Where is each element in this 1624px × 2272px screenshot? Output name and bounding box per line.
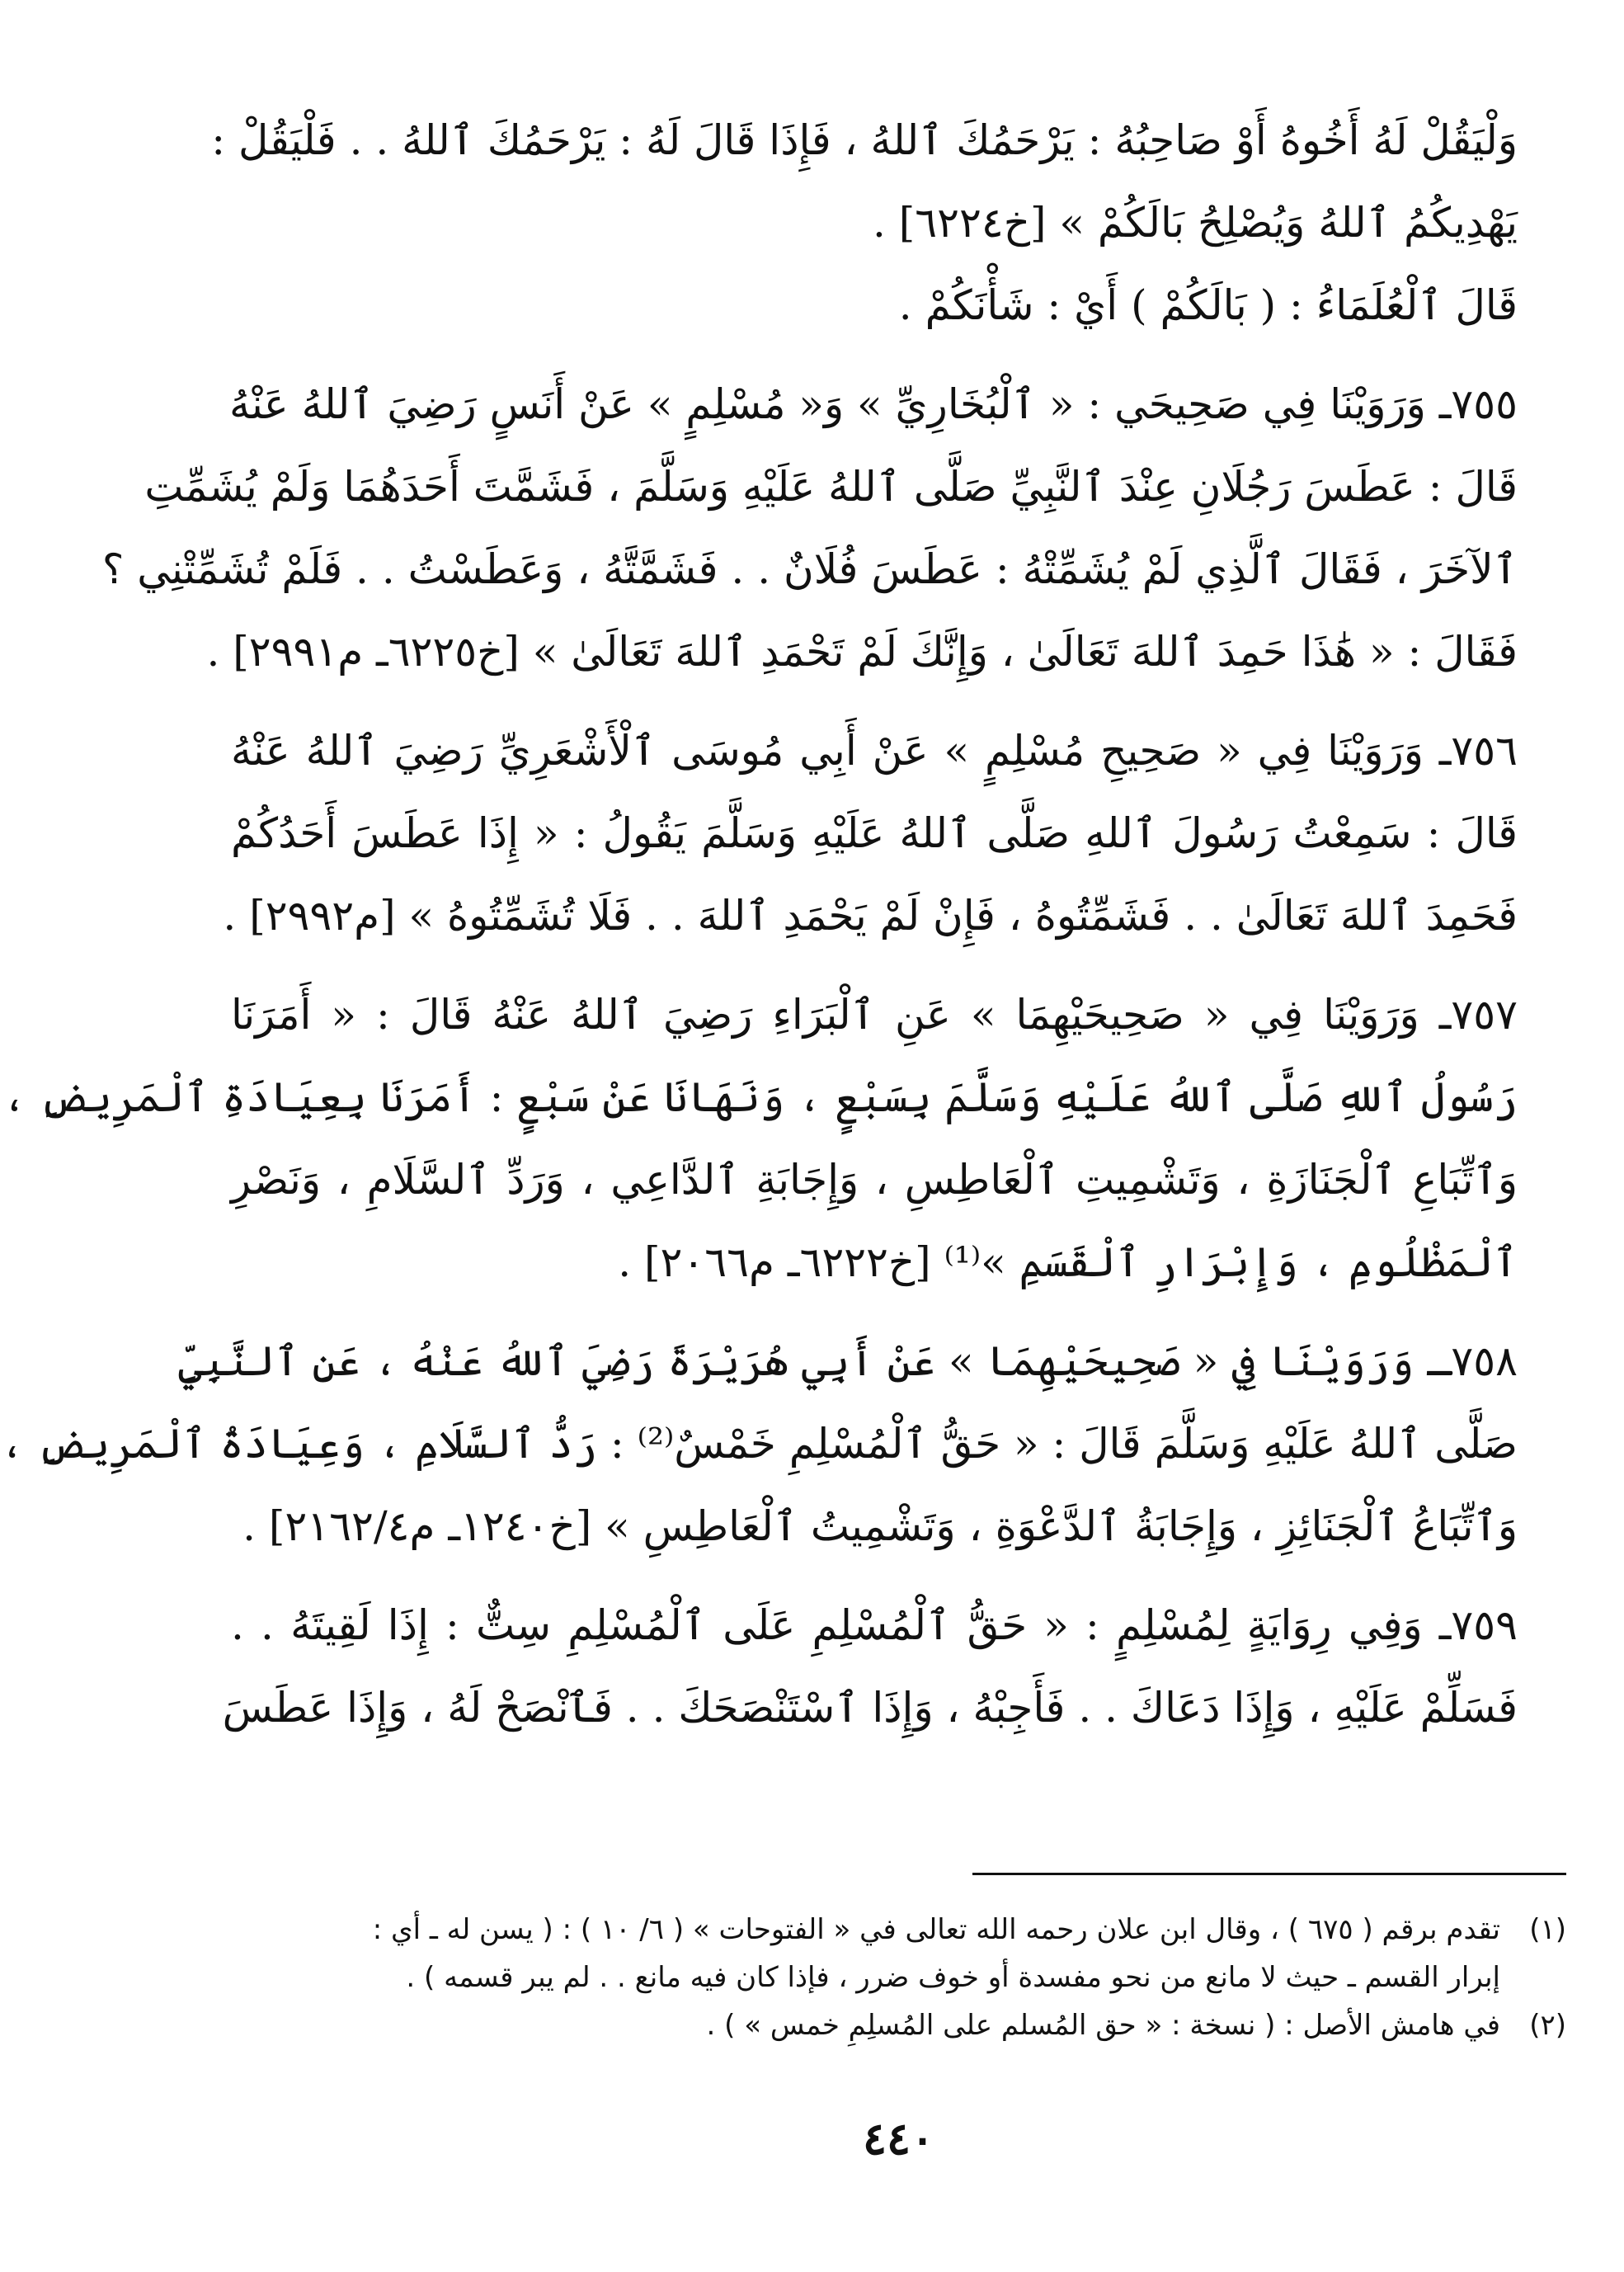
text-line: قَالَ : سَمِعْتُ رَسُولَ ٱللهِ صَلَّى ٱللهُ عَلَيْهِ وَسَلَّمَ يَقُولُ : « إِذَا عَطَسَ أَحَدُكُمْ bbox=[231, 809, 1518, 857]
main-text bbox=[0, 99, 1518, 1749]
text-line: وَٱتِّبَاعُ ٱلْجَنَائِزِ ، وَإِجَابَةُ ٱلدَّعْوَةِ ، وَتَشْمِيتُ ٱلْعَاطِسِ » [خ١٢٤٠ـ م٢١٦٢/٤] . bbox=[242, 1502, 1518, 1550]
text-line: صَلَّى ٱللهُ عَلَيْهِ وَسَلَّمَ قَالَ : « حَقُّ ٱلْمُسْلِمِ خَمْسٌ⁽²⁾ : رَدُّ ٱلسَّلَامِ ، وَعِيَادَةُ ٱلْمَرِيضِ ، bbox=[0, 1420, 1518, 1468]
hadith-758-line: ٧٥٨ـ وَرَوَيْنَا فِي « صَحِيحَيْهِمَا » عَنْ أَبِي هُرَيْرَةَ رَضِيَ ٱللهُ عَنْهُ ، عَنِ ٱلنَّبِيِّ bbox=[177, 1337, 1518, 1385]
text-line: قَالَ : عَطَسَ رَجُلَانِ عِنْدَ ٱلنَّبِيِّ صَلَّى ٱللهُ عَلَيْهِ وَسَلَّمَ ، فَشَمَّتَ أَحَدَهُمَا وَلَمْ يُشَمِّتِ bbox=[144, 463, 1518, 511]
hadith-757-line: ٧٥٧ـ وَرَوَيْنَا فِي « صَحِيحَيْهِمَا » عَنِ ٱلْبَرَاءِ رَضِيَ ٱللهُ عَنْهُ قَالَ : « أَمَرَنَا bbox=[231, 991, 1518, 1039]
text-line: ٱلْمَظْلُومِ ، وَإِبْرَارِ ٱلْقَسَمِ »⁽¹⁾ [خ٦٢٢٢ـ م٢٠٦٦] . bbox=[618, 1238, 1518, 1286]
footnote-marker: (١) bbox=[1529, 1913, 1566, 1946]
hadith-759-line: ٧٥٩ـ وَفِي رِوَايَةٍ لِمُسْلِمٍ : « حَقُّ ٱلْمُسْلِمِ عَلَى ٱلْمُسْلِمِ سِتٌّ : إِذَا لَقِيتَهُ . . bbox=[231, 1601, 1518, 1649]
hadith-755-line: ٧٥٥ـ وَرَوَيْنَا فِي صَحِيحَي : « ٱلْبُخَارِيِّ » وَ« مُسْلِمٍ » عَنْ أَنَسٍ رَضِيَ ٱللهُ عَنْهُ bbox=[229, 380, 1518, 428]
page-number: ٤٤٠ bbox=[862, 2112, 934, 2165]
footnote-text: إبرار القسم ـ حيث لا مانع من نحو مفسدة أو خوف ضرر ، فإذا كان فيه مانع . . لم يبر قسمه ) . bbox=[406, 1961, 1500, 1994]
text-line: فَحَمِدَ ٱللهَ تَعَالَىٰ . . فَشَمِّتُوهُ ، فَإِنْ لَمْ يَحْمَدِ ٱللهَ . . فَلَا تُشَمِّتُوهُ » [م٢٩٩٢] . bbox=[223, 892, 1518, 940]
footnote-1 bbox=[231, 1906, 1566, 2001]
text-line: وَٱتِّبَاعِ ٱلْجَنَازَةِ ، وَتَشْمِيتِ ٱلْعَاطِسِ ، وَإِجَابَةِ ٱلدَّاعِي ، وَرَدِّ ٱلسَّلَامِ ، وَنَصْرِ bbox=[231, 1156, 1518, 1204]
footnote-divider bbox=[972, 1873, 1566, 1875]
text-line: فَقَالَ : « هَٰذَا حَمِدَ ٱللهَ تَعَالَىٰ ، وَإِنَّكَ لَمْ تَحْمَدِ ٱللهَ تَعَالَىٰ » [خ٦٢٢٥ـ م٢٩٩١] . bbox=[206, 628, 1518, 676]
footnotes bbox=[231, 1906, 1566, 2049]
footnote-text: في هامش الأصل : ( نسخة : « حق المُسلم على المُسلِمِ خمس » ) . bbox=[706, 2009, 1500, 2042]
text-line: يَهْدِيكُمُ ٱللهُ وَيُصْلِحُ بَالَكُمْ » [خ٦٢٢٤] . bbox=[873, 199, 1518, 247]
footnote-marker: (٢) bbox=[1529, 2009, 1566, 2042]
text-line: قَالَ ٱلْعُلَمَاءُ : ( بَالَكُمْ ) أَيْ : شَأْنَكُمْ . bbox=[898, 281, 1518, 329]
footnote-2 bbox=[231, 2001, 1566, 2049]
text-line: رَسُولُ ٱللهِ صَلَّى ٱللهُ عَلَيْهِ وَسَلَّمَ بِسَبْعٍ ، وَنَهَانَا عَنْ سَبْعٍ : أَمَرَنَا بِعِيَادَةِ ٱلْمَرِيضِ ، bbox=[2, 1073, 1518, 1121]
text-line: وَلْيَقُلْ لَهُ أَخُوهُ أَوْ صَاحِبُهُ : يَرْحَمُكَ ٱللهُ ، فَإِذَا قَالَ لَهُ : يَرْحَمُكَ ٱللهُ . . فَلْيَقُلْ : bbox=[211, 116, 1518, 164]
text-line: ٱلآخَرَ ، فَقَالَ ٱلَّذِي لَمْ يُشَمِّتْهُ : عَطَسَ فُلَانٌ . . فَشَمَّتَّهُ ، وَعَطَسْتُ . . فَلَمْ تُشَمِّتْنِي ؟ bbox=[101, 545, 1518, 593]
hadith-756-line: ٧٥٦ـ وَرَوَيْنَا فِي « صَحِيحِ مُسْلِمٍ » عَنْ أَبِي مُوسَى ٱلْأَشْعَرِيِّ رَضِيَ ٱللهُ عَنْهُ bbox=[231, 727, 1518, 775]
footnote-text: تقدم برقم ( ٦٧٥ ) ، وقال ابن علان رحمه الله تعالى في « الفتوحات » ( ٦/ ١٠ ) : ( يسن له ـ أي : bbox=[372, 1913, 1500, 1946]
text-line: فَسَلِّمْ عَلَيْهِ ، وَإِذَا دَعَاكَ . . فَأَجِبْهُ ، وَإِذَا ٱسْتَنْصَحَكَ . . فَٱنْصَحْ لَهُ ، وَإِذَا عَطَسَ bbox=[222, 1684, 1518, 1732]
